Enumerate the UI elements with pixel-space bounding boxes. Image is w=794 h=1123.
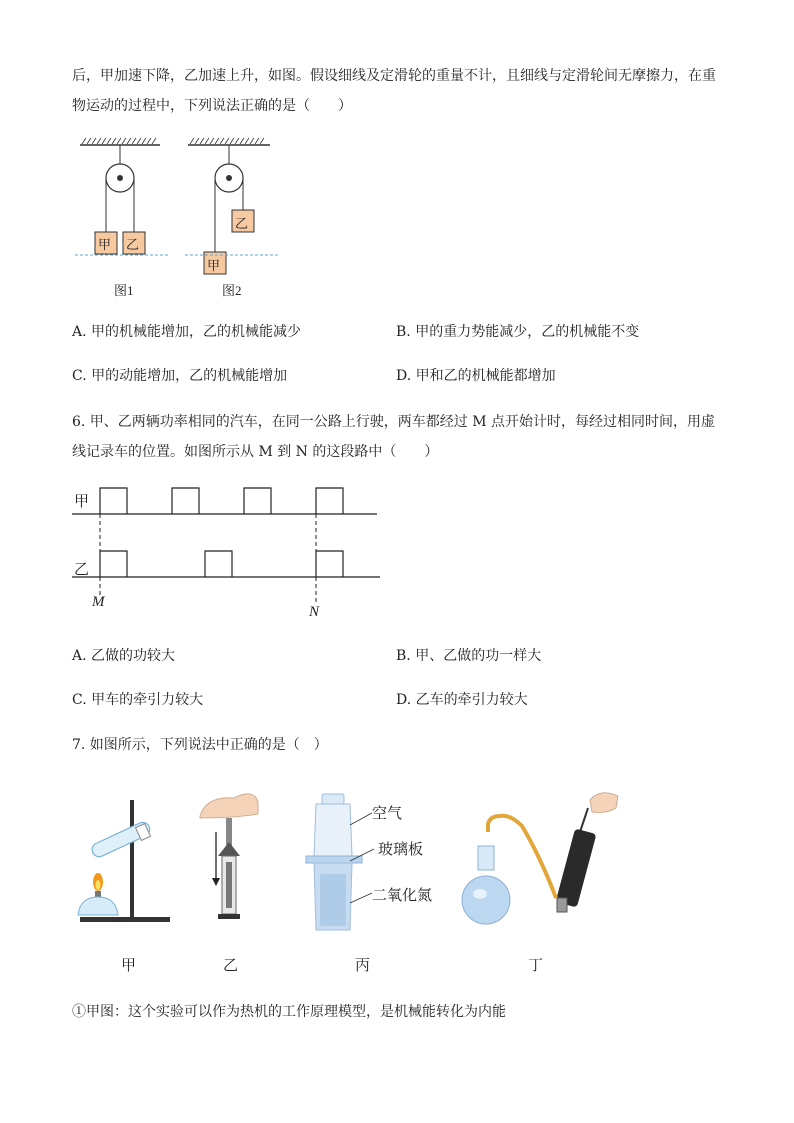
fig2-caption: 图2 — [222, 283, 242, 298]
label-yi: 乙 — [223, 956, 239, 974]
row-label-yi: 乙 — [74, 560, 90, 578]
fig2-box-jia: 甲 — [207, 259, 221, 274]
row-label-jia: 甲 — [74, 492, 90, 510]
figure-yi-fire-syringe — [196, 784, 266, 929]
fig1-box-jia: 甲 — [98, 238, 112, 253]
fig1-box-yi: 乙 — [126, 238, 140, 253]
figure-jia-heating-tube — [70, 795, 180, 925]
fig1-caption: 图1 — [114, 283, 134, 298]
figure-ding-flask-pump — [460, 786, 620, 936]
label-bing: 丙 — [355, 956, 371, 974]
fig2-box-yi: 乙 — [235, 217, 249, 232]
q6-option-b: B. 甲、乙做的功一样大 — [396, 648, 542, 664]
q6-option-c: C. 甲车的牵引力较大 — [72, 692, 204, 708]
label-no2: 二氧化氮 — [372, 886, 433, 904]
q5-line1: 后，甲加速下降，乙加速上升，如图。假设细线及定滑轮的重量不计，且细线与定滑轮间无摩擦力，在重 — [72, 68, 716, 84]
q6-line2: 线记录车的位置。如图所示从 M 到 N 的这段路中（ ） — [72, 444, 439, 460]
q5-option-a: A. 甲的机械能增加，乙的机械能减少 — [72, 324, 302, 340]
car-position-diagram — [72, 484, 392, 624]
label-ding: 丁 — [528, 956, 544, 974]
label-air: 空气 — [372, 804, 403, 822]
q6-option-d: D. 乙车的牵引力较大 — [396, 692, 528, 708]
q6-option-a: A. 乙做的功较大 — [72, 648, 176, 664]
q5-line2: 物运动的过程中，下列说法正确的是（ ） — [72, 98, 352, 114]
label-glass-plate: 玻璃板 — [378, 840, 424, 858]
q6-line1: 6. 甲、乙两辆功率相同的汽车，在同一公路上行驶，两车都经过 M 点开始计时，每经过相同时间，用虚 — [72, 414, 716, 430]
q5-option-b: B. 甲的重力势能减少，乙的机械能不变 — [396, 324, 640, 340]
q7-line1: 7. 如图所示，下列说法中正确的是（ ） — [72, 737, 328, 753]
q5-option-c: C. 甲的动能增加，乙的机械能增加 — [72, 368, 288, 384]
label-jia: 甲 — [121, 956, 137, 974]
q7-statement-1: ①甲图：这个实验可以作为热机的工作原理模型，是机械能转化为内能 — [72, 1004, 506, 1020]
point-n: N — [309, 604, 320, 620]
q5-option-d: D. 甲和乙的机械能都增加 — [396, 368, 556, 384]
point-m: M — [92, 594, 105, 610]
